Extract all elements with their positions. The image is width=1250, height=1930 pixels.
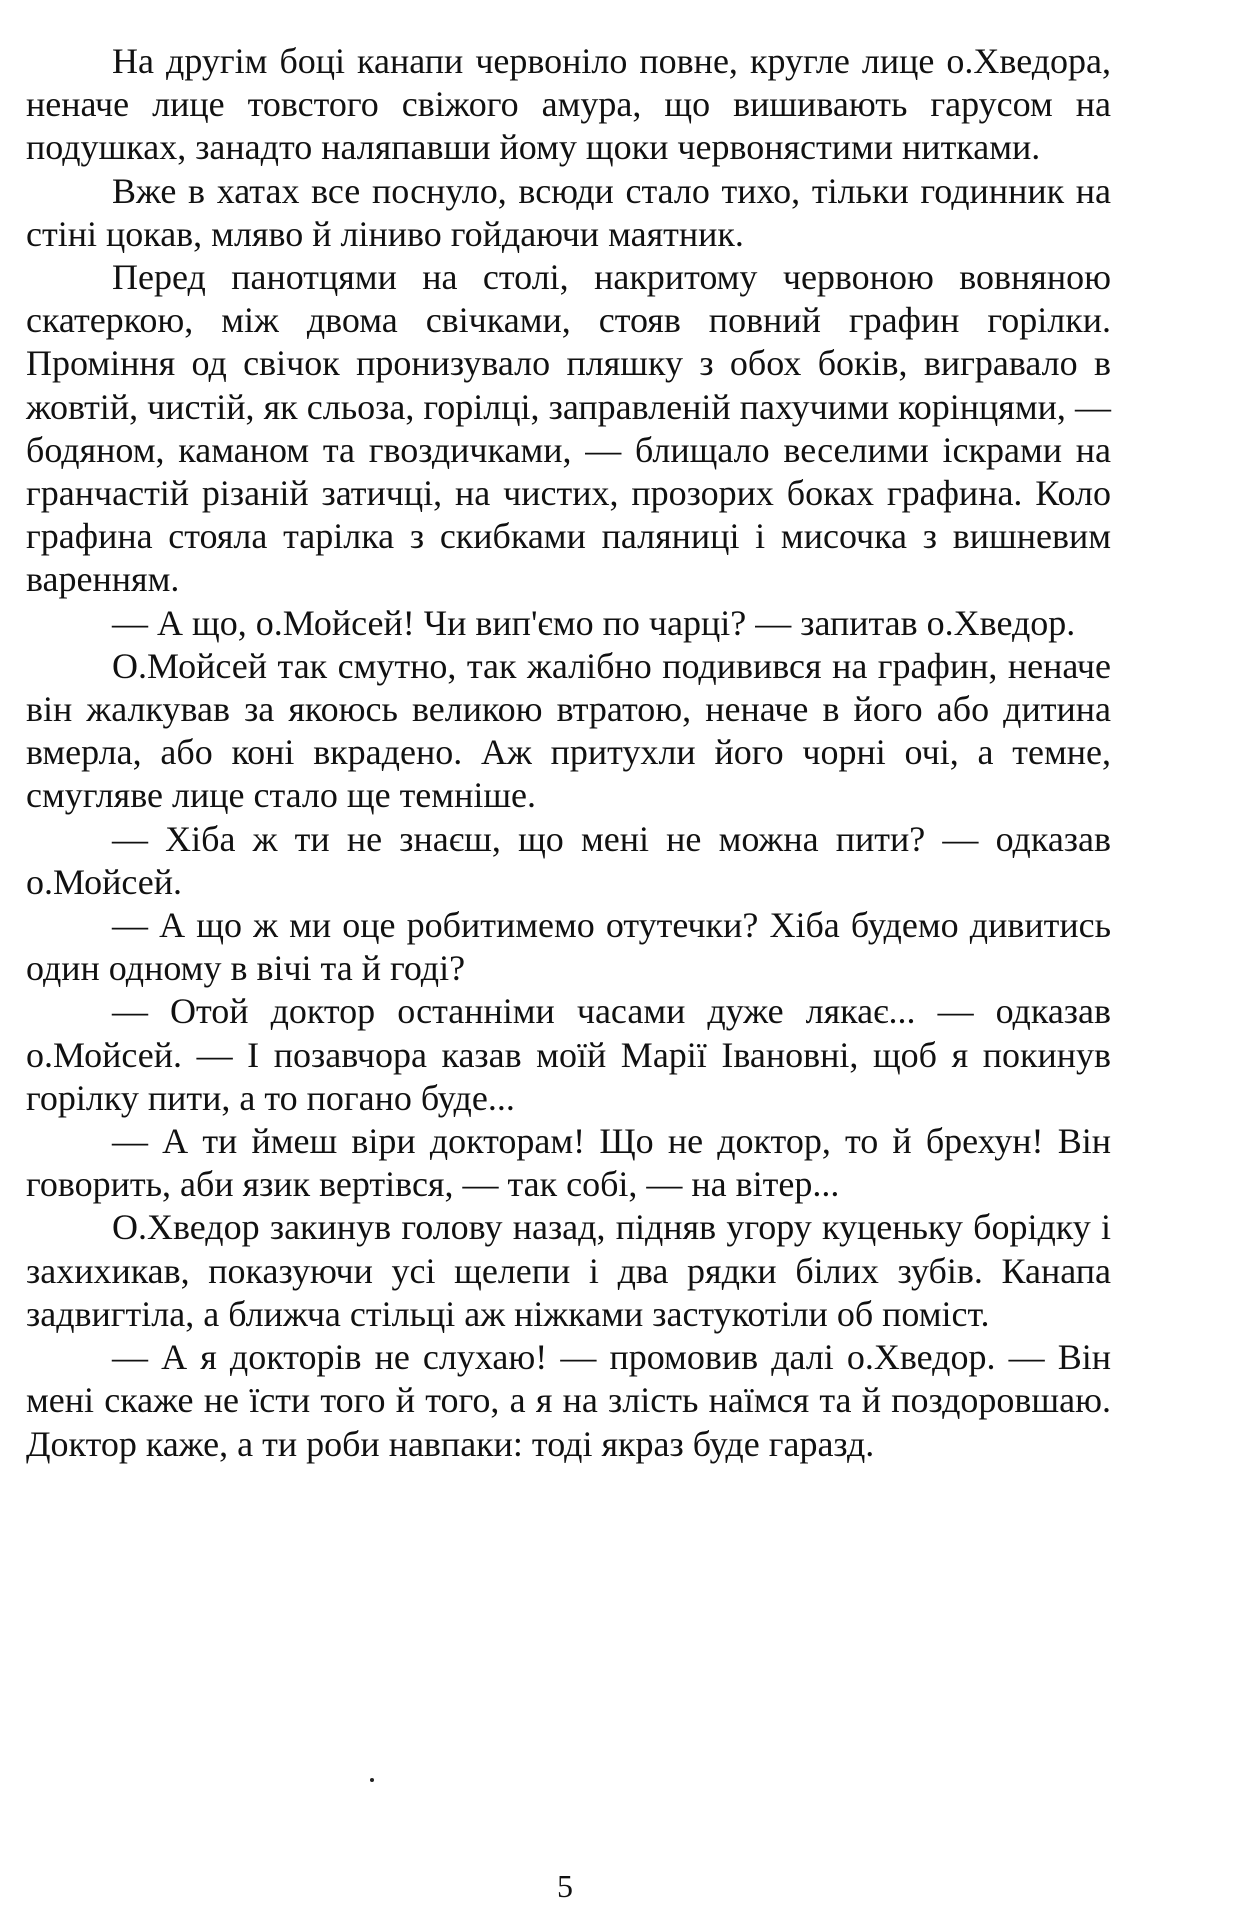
body-text xyxy=(26,40,1111,1466)
paragraph-10: О.Хведор закинув голову назад, підняв угору куценьку борідку і захихикав, показуючи усі щелепи і два рядки білих зубів. Канапа задвигтіла, а ближча стільці аж ніжками застукотіли об поміст. xyxy=(26,1207,1111,1334)
paragraph-8: — Отой доктор останніми часами дуже лякає... — одказав о.Мойсей. — І позавчора казав моїй Марії Івановні, щоб я покинув горілку пити, а то погано буде... xyxy=(26,991,1111,1118)
paragraph-11: — А я докторів не слухаю! — промовив далі о.Хведор. — Він мені скаже не їсти того й того, а я на злість наїмся та й поздоровшаю. Доктор каже, а ти роби навпаки: тоді якраз буде гаразд. xyxy=(26,1337,1111,1464)
print-speck xyxy=(370,1778,374,1782)
paragraph-1: На другім боці канапи червоніло повне, кругле лице о.Хведора, неначе лице товстого свіжого амура, що вишивають гарусом на подушках, занадто наляпавши йому щоки червонястими нитками. xyxy=(26,41,1111,168)
paragraph-5: О.Мойсей так смутно, так жалібно подивився на графин, неначе він жалкував за якоюсь великою втратою, неначе в його або дитина вмерла, або коні вкрадено. Аж притухли його чорні очі, а темне, смугляве лице стало ще темніше. xyxy=(26,645,1111,816)
paragraph-6: — Хіба ж ти не знаєш, що мені не можна пити? — одказав о.Мойсей. xyxy=(26,818,1111,902)
page-number: 5 xyxy=(557,1868,573,1904)
paragraph-2: Вже в хатах все поснуло, всюди стало тихо, тільки годинник на стіні цокав, мляво й ліниво гойдаючи маятник. xyxy=(26,170,1111,254)
paragraph-9: — А ти ймеш віри докторам! Що не доктор, то й брехун! Він говорить, аби язик вертівся, — так собі, — на вітер... xyxy=(26,1121,1111,1205)
paragraph-4: — А що, о.Мойсей! Чи вип'ємо по чарці? — запитав о.Хведор. xyxy=(112,602,1076,643)
paragraph-7: — А що ж ми оце робитимемо отутечки? Хіба будемо дивитись один одному в вічі та й годі? xyxy=(26,905,1111,989)
paragraph-3: Перед панотцями на столі, накритому червоною вовняною скатеркою, між двома свічками, стояв повний графин горілки. Проміння од свічок пронизувало пляшку з обох боків, вигравало в жовтій, чистій, як сльоза, горілці, заправленій пахучими корінцями, — бодяном, каманом та гвоздичками, — блищало веселими іскрами на гранчастій різаній затичці, на чистих, прозорих боках графина. Коло графина стояла тарілка з скибками паляниці і мисочка з вишневим варенням. xyxy=(26,257,1111,600)
